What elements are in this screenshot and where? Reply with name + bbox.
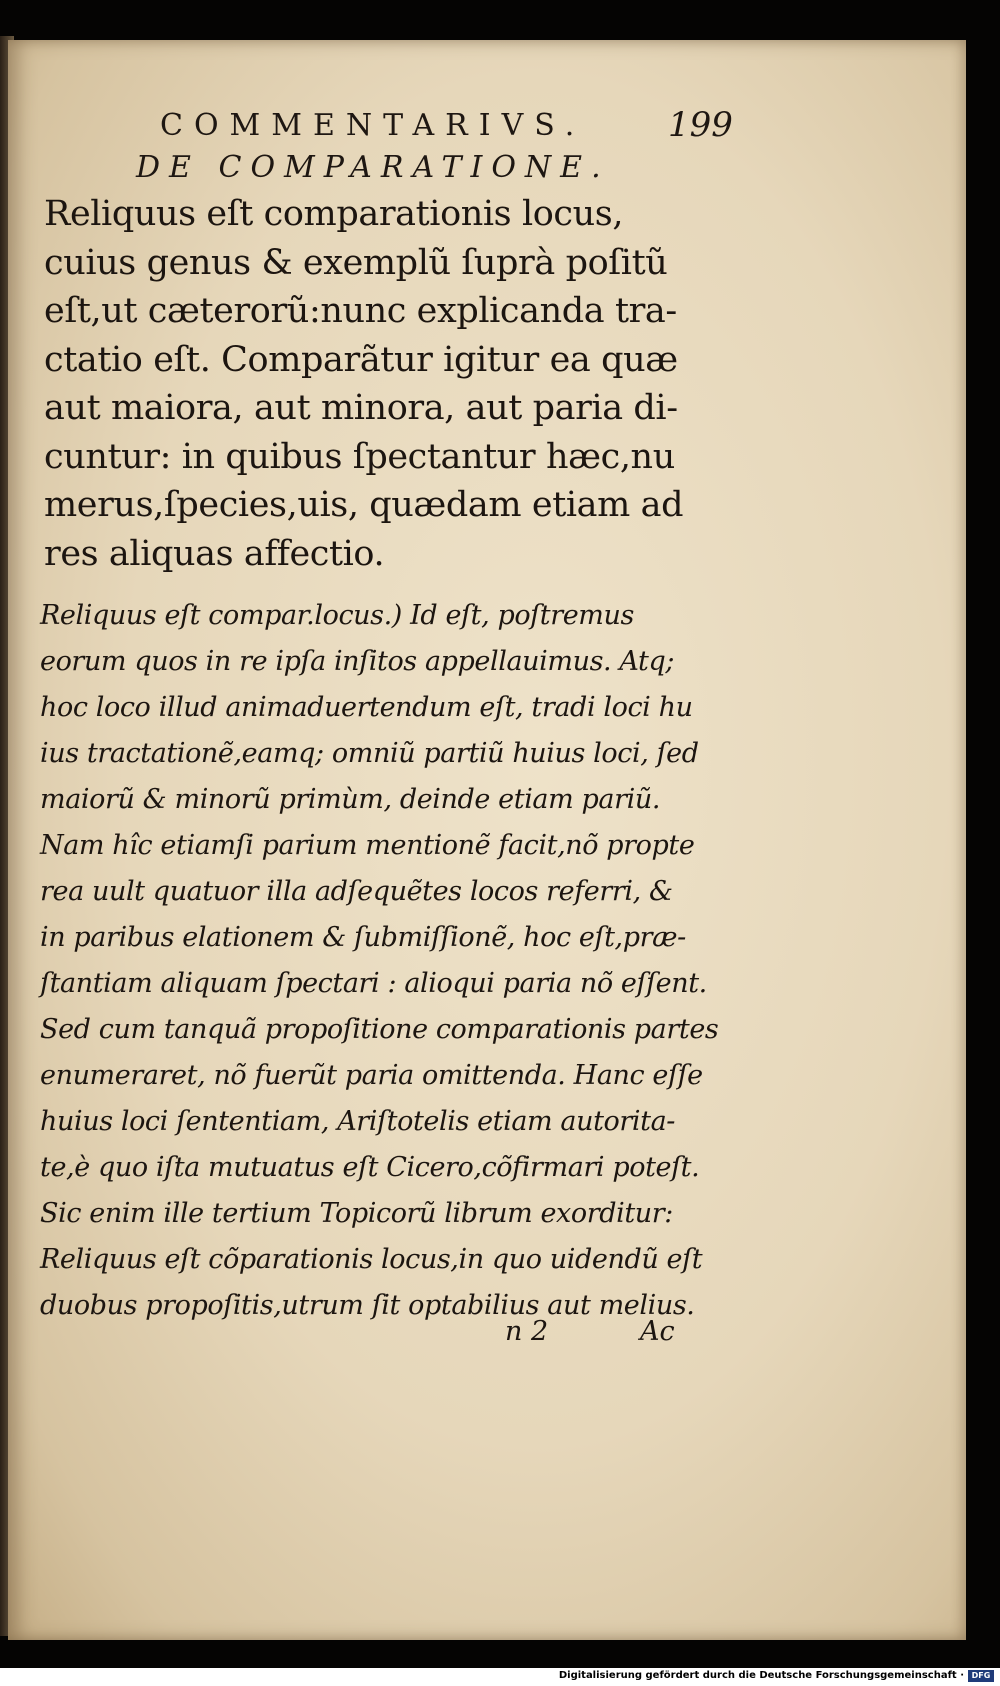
commentary-line: ſtantiam aliquam ſpectari : alioqui paria nõ eſſent. bbox=[40, 968, 707, 999]
commentary-line: maiorũ & minorũ primùm, deinde etiam pariũ. bbox=[40, 784, 661, 815]
commentary-line: Nam hîc etiamſi parium mentionẽ facit,nõ propte bbox=[40, 830, 695, 861]
main-text-block bbox=[44, 190, 714, 578]
main-text-line: cuntur: in quibus ſpectantur hæc,nu bbox=[44, 436, 675, 477]
signature-mark: n 2 bbox=[505, 1316, 549, 1347]
commentary-line: Reliquus eſt compar.locus.) Id eſt, poſtremus bbox=[40, 600, 634, 631]
dfg-logo: DFG bbox=[968, 1670, 994, 1682]
digitization-credit: Digitalisierung gefördert durch die Deutsche Forschungsgemeinschaft · bbox=[558, 1670, 964, 1681]
commentary-line: enumeraret, nõ fuerũt paria omittenda. Hanc eſſe bbox=[40, 1060, 703, 1091]
main-text-line: ctatio eſt. Comparãtur igitur ea quæ bbox=[44, 339, 678, 380]
running-head: COMMENTARIVS. bbox=[160, 108, 586, 143]
commentary-line: duobus propoſitis,utrum ſit optabilius aut melius. bbox=[40, 1290, 695, 1321]
page-number: 199 bbox=[668, 105, 733, 145]
main-text-line: cuius genus & exemplũ ſuprà poſitũ bbox=[44, 242, 668, 283]
main-text-line: merus,ſpecies,uis, quædam etiam ad bbox=[44, 485, 684, 525]
commentary-line: ius tractationẽ,eamq; omniũ partiũ huius loci, ſed bbox=[40, 738, 699, 769]
commentary-line: Sed cum tanquã propoſitione comparationis partes bbox=[40, 1014, 719, 1045]
main-text-line: aut maiora, aut minora, aut paria di- bbox=[44, 388, 678, 428]
commentary-line: in paribus elationem & ſubmiſſionẽ, hoc eſt,præ- bbox=[40, 922, 686, 953]
commentary-line: Reliquus eſt cõparationis locus,in quo uidendũ eſt bbox=[40, 1244, 703, 1275]
main-text-line: eſt,ut cæterorũ:nunc explicanda tra- bbox=[44, 291, 677, 331]
main-text-line: Reliquus eſt comparationis locus, bbox=[44, 194, 624, 234]
commentary-line: te,è quo iſta mutuatus eſt Cicero,cõfirmari poteſt. bbox=[40, 1152, 700, 1183]
main-text-line: res aliquas affectio. bbox=[44, 533, 385, 574]
section-title: DE COMPARATIONE. bbox=[136, 150, 610, 185]
commentary-line: hoc loco illud animaduertendum eſt, tradi loci hu bbox=[40, 692, 693, 723]
commentary-line: eorum quos in re ipſa inſitos appellauimus. Atq; bbox=[40, 646, 675, 677]
commentary-block bbox=[40, 593, 720, 1329]
catchword: Ac bbox=[640, 1316, 675, 1347]
commentary-line: huius loci ſententiam, Ariſtotelis etiam autorita- bbox=[40, 1106, 676, 1137]
commentary-line: rea uult quatuor illa adſequẽtes locos referri, & bbox=[40, 876, 673, 907]
commentary-line: Sic enim ille tertium Topicorũ librum exorditur: bbox=[40, 1198, 673, 1229]
